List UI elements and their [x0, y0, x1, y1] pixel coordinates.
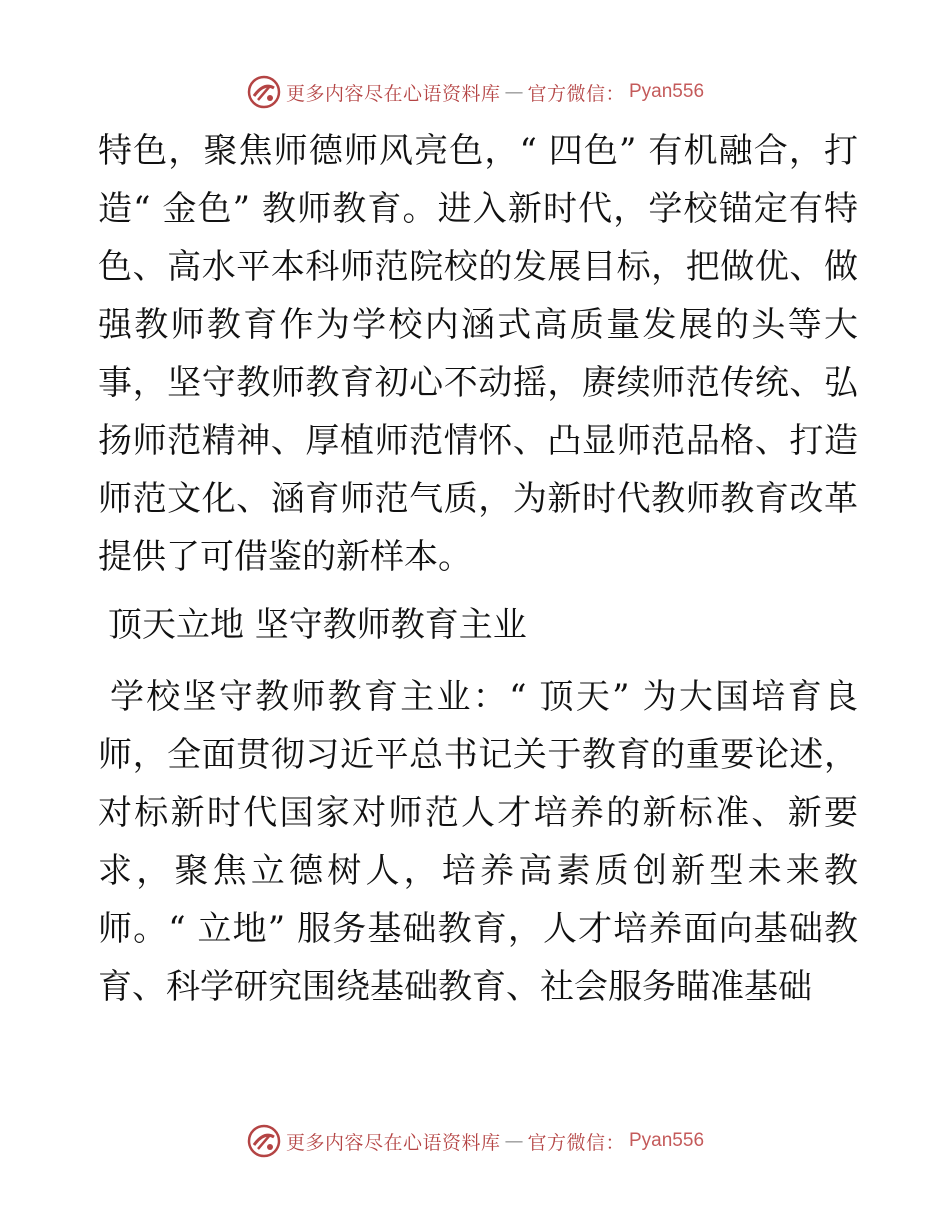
document-body — [98, 122, 858, 1016]
brand-logo-icon — [246, 1123, 282, 1159]
brand-logo-icon — [246, 74, 282, 110]
paragraph-2: 学校坚守教师教育主业：“ 顶天” 为大国培育良师，全面贯彻习近平总书记关于教育的重要论述，对标新时代国家对师范人才培养的新标准、新要求，聚焦立德树人，培养高素质创新型未来教师。“ 立地” 服务基础教育，人才培养面向基础教育、科学研究围绕基础教育、社会服务瞄准基础 — [98, 677, 858, 1007]
watermark-wechat-label: 官方微信： — [527, 1131, 625, 1154]
watermark-text: 更多内容尽在心语资料库 — [285, 1131, 501, 1154]
watermark-separator: — — [504, 1130, 524, 1152]
section-heading: 顶天立地 坚守教师教育主业 — [108, 605, 527, 645]
watermark-wechat-label: 官方微信： — [527, 82, 625, 105]
watermark-text: 更多内容尽在心语资料库 — [285, 82, 501, 105]
watermark-wechat-id: Pyan556 — [629, 1130, 705, 1151]
watermark-separator: — — [504, 81, 524, 103]
footer-watermark — [0, 1121, 950, 1161]
paragraph-1: 特色，聚焦师德师风亮色，“ 四色” 有机融合，打造“ 金色” 教师教育。进入新时代，学校锚定有特色、高水平本科师范院校的发展目标，把做优、做强教师教育作为学校内涵式高质量发展的头等大事，坚守教师教育初心不动摇，赓续师范传统、弘扬师范精神、厚植师范情怀、凸显师范品格、打造师范文化、涵育师范气质，为新时代教师教育改革提供了可借鉴的新样本。 — [98, 131, 858, 577]
header-watermark — [0, 72, 950, 112]
watermark-wechat-id: Pyan556 — [629, 81, 705, 102]
